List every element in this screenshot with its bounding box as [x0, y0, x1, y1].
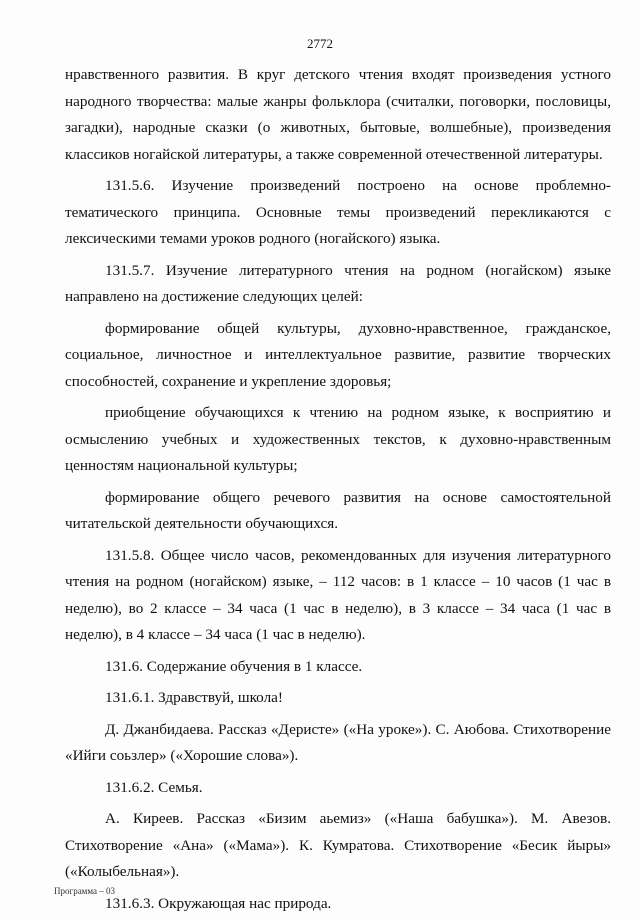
paragraph: формирование общей культуры, духовно-нравственное, гражданское, социальное, личностное и интеллектуальное развитие, развитие творческих способностей, сохранение и укрепление здоровья;: [65, 319, 611, 390]
paragraph: Д. Джанбидаева. Рассказ «Деристе» («На уроке»). С. Аюбова. Стихотворение «Ийги соьзлер» («Хорошие слова»).: [65, 720, 611, 764]
paragraph: приобщение обучающихся к чтению на родном языке, к восприятию и осмыслению учебных и художественных текстов, к духовно-нравственным ценностям национальной культуры;: [65, 404, 611, 474]
paragraph: нравственного развития. В круг детского чтения входят произведения устного народного творчества: малые жанры фольклора (считалки, поговорки, пословицы, загадки), народные сказки (о животных, бытовые, волшебные), произведения классиков ногайской литературы, а также современной отечественной литературы.: [65, 66, 611, 163]
section-heading: 131.6.3. Окружающая нас природа.: [105, 894, 332, 912]
page-number: 2772: [307, 36, 333, 51]
page-footer: Программа – 03: [54, 886, 116, 896]
section-heading: 131.6.1. Здравствуй, школа!: [105, 689, 283, 706]
document-body: [65, 62, 611, 922]
paragraph: 131.5.6. Изучение произведений построено на основе проблемно-тематического принципа. Основные темы произведений перекликаются с лексическими темами уроков родного (ногайского) языка.: [65, 177, 611, 247]
paragraph: формирование общего речевого развития на основе самостоятельной читательской деятельности обучающихся.: [65, 488, 611, 532]
paragraph: 131.5.7. Изучение литературного чтения на родном (ногайском) языке направлено на достижение следующих целей:: [65, 261, 611, 305]
section-heading: 131.6.2. Семья.: [105, 778, 203, 796]
paragraph: 131.5.8. Общее число часов, рекомендованных для изучения литературного чтения на родном (ногайском) языке, – 112 часов: в 1 классе – 10 часов (1 час в неделю), во 2 классе – 34 часа (1 час в неделю), в 3 классе – 34 часа (1 час в неделю), в 4 классе – 34 часа (1 час в неделю).: [65, 546, 611, 643]
paragraph: А. Киреев. Рассказ «Бизим аьемиз» («Наша бабушка»). М. Авезов. Стихотворение «Ана» («Мама»). К. Кумратова. Стихотворение «Бесик йыры» («Колыбельная»).: [65, 810, 611, 880]
section-heading: 131.6. Содержание обучения в 1 классе.: [105, 657, 363, 675]
